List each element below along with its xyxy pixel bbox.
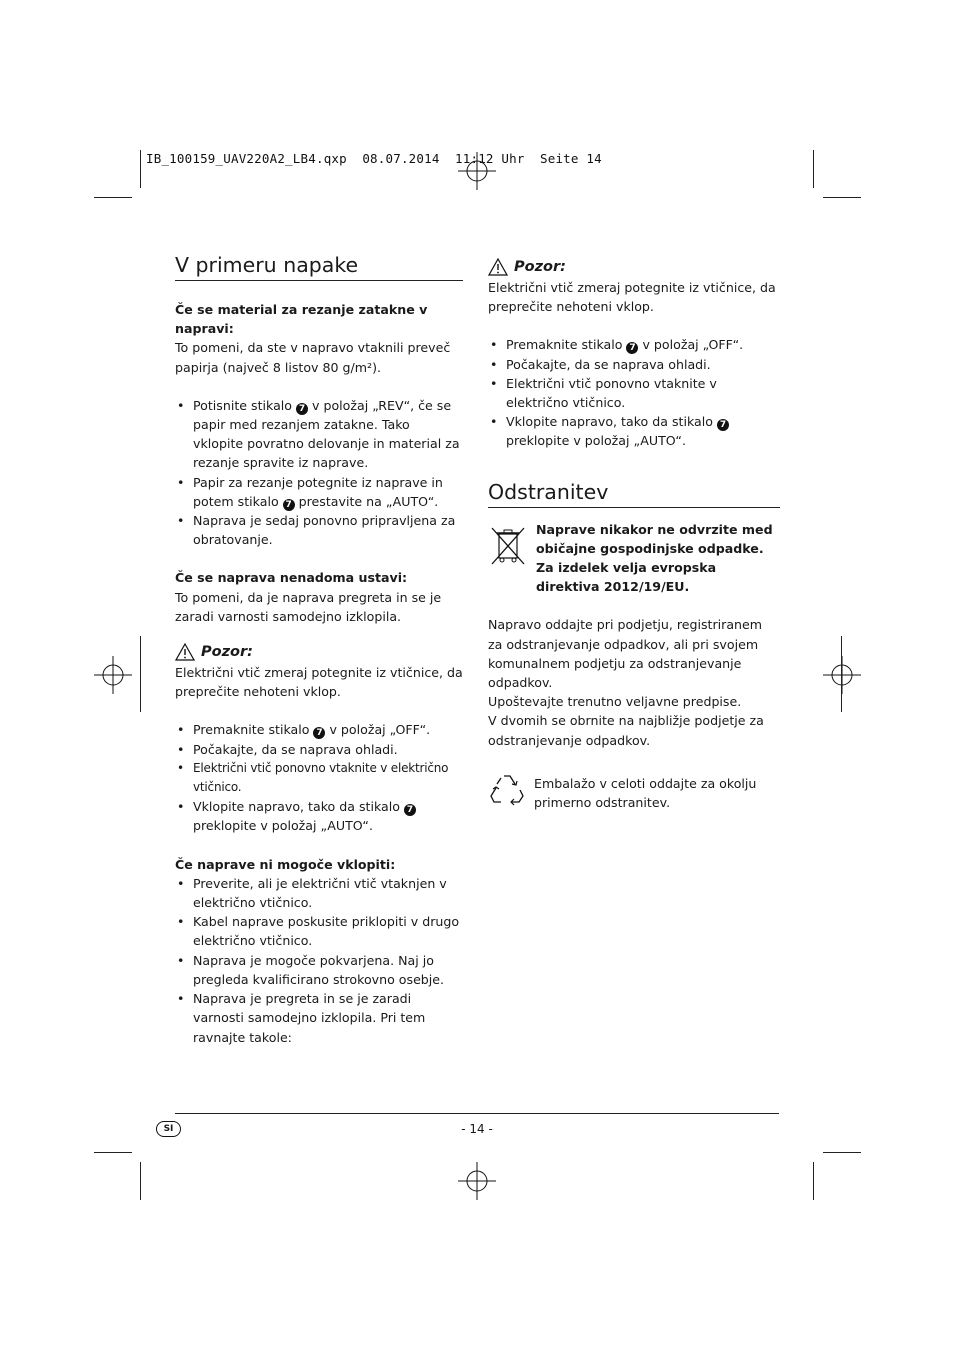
paragraph: To pomeni, da ste v napravo vtaknili preveč papirja (največ 8 listov 80 g/m²). xyxy=(175,340,451,375)
crop-mark xyxy=(140,150,141,188)
crop-mark xyxy=(823,197,861,198)
recycling-icon xyxy=(488,770,528,808)
paragraph: Električni vtič zmeraj potegnite iz vtičnice, da preprečite nehoteni vklop. xyxy=(488,280,776,315)
crossed-out-bin-icon xyxy=(488,524,528,568)
switch-number-badge: 7 xyxy=(717,419,729,431)
list-item: • Potisnite stikalo 7 v položaj „REV“, če se papir med rezanjem zatakne. Tako vklopite povratno delovanje in material za rezanje spravite iz naprave. xyxy=(175,396,463,473)
crop-mark xyxy=(813,150,814,188)
registration-mark-icon xyxy=(458,1162,496,1200)
list-item: • Vklopite napravo, tako da stikalo 7 preklopite v položaj „AUTO“. xyxy=(175,797,463,835)
subheading-cannot-switch-on: Če naprave ni mogoče vklopiti: xyxy=(175,856,396,872)
right-column xyxy=(488,256,780,812)
crop-mark xyxy=(841,636,842,712)
list-item: • Počakajte, da se naprava ohladi. xyxy=(175,740,463,759)
registration-mark-icon xyxy=(458,152,496,190)
crop-mark xyxy=(140,636,141,712)
crop-mark xyxy=(813,1162,814,1200)
list-item: • Premaknite stikalo 7 v položaj „OFF“. xyxy=(175,720,463,739)
crop-mark xyxy=(823,1152,861,1153)
switch-number-badge: 7 xyxy=(404,804,416,816)
switch-number-badge: 7 xyxy=(296,403,308,415)
list-item: • Naprava je mogoče pokvarjena. Naj jo pregleda kvalificirano strokovno osebje. xyxy=(175,951,463,989)
language-badge: SI xyxy=(156,1121,181,1137)
registration-mark-icon xyxy=(823,656,861,694)
page-number: - 14 - xyxy=(461,1122,493,1136)
left-column xyxy=(175,252,463,1047)
paragraph: Napravo oddajte pri podjetju, registriranem za odstranjevanje odpadkov, ali pri svojem komunalnem podjetju za odstranjevanje odpadkov. xyxy=(488,617,763,691)
bullet-list xyxy=(488,335,780,450)
list-item: • Električni vtič ponovno vtaknite v električno vtičnico. xyxy=(175,759,463,797)
list-item: • Kabel naprave poskusite priklopiti v drugo električno vtičnico. xyxy=(175,912,463,950)
section-title-disposal: Odstranitev xyxy=(488,479,780,508)
switch-number-badge: 7 xyxy=(283,499,295,511)
paragraph: Električni vtič zmeraj potegnite iz vtičnice, da preprečite nehoteni vklop. xyxy=(175,665,463,700)
registration-mark-icon xyxy=(94,656,132,694)
subheading-material-jam: Če se material za rezanje zatakne v napravi: xyxy=(175,302,428,337)
warning-heading: Pozor: xyxy=(175,641,463,663)
list-item: • Naprava je pregreta in se je zaradi varnosti samodejno izklopila. Pri tem ravnajte takole: xyxy=(175,989,463,1047)
section-title-troubleshooting: V primeru napake xyxy=(175,252,463,281)
paragraph: V dvomih se obrnite na najbližje podjetje za odstranjevanje odpadkov. xyxy=(488,713,764,748)
warning-heading: Pozor: xyxy=(488,256,780,278)
recycling-notice xyxy=(488,770,780,812)
list-item: • Počakajte, da se naprava ohladi. xyxy=(488,355,780,374)
list-item: • Vklopite napravo, tako da stikalo 7 preklopite v položaj „AUTO“. xyxy=(488,412,780,450)
weee-notice xyxy=(488,520,780,597)
weee-warning-text: Naprave nikakor ne odvrzite med običajne gospodinjske odpadke. Za izdelek velja evropska direktiva 2012/19/EU. xyxy=(536,521,773,595)
switch-number-badge: 7 xyxy=(313,727,325,739)
crop-mark xyxy=(140,1162,141,1200)
crop-mark xyxy=(94,197,132,198)
subheading-sudden-stop: Če se naprava nenadoma ustavi: xyxy=(175,570,408,586)
list-item: • Preverite, ali je električni vtič vtaknjen v električno vtičnico. xyxy=(175,874,463,912)
bullet-list xyxy=(175,874,463,1047)
warning-triangle-icon xyxy=(488,258,508,276)
bullet-list xyxy=(175,396,463,550)
file-header: IB_100159_UAV220A2_LB4.qxp 08.07.2014 11:12 Uhr Seite 14 xyxy=(146,151,602,166)
paragraph: Upoštevajte trenutno veljavne predpise. xyxy=(488,694,742,710)
list-item: • Električni vtič ponovno vtaknite v električno vtičnico. xyxy=(488,374,780,412)
list-item: • Naprava je sedaj ponovno pripravljena za obratovanje. xyxy=(175,511,463,549)
footer-rule xyxy=(175,1113,779,1114)
list-item: • Premaknite stikalo 7 v položaj „OFF“. xyxy=(488,335,780,354)
list-item: • Papir za rezanje potegnite iz naprave in potem stikalo 7 prestavite na „AUTO“. xyxy=(175,473,463,511)
crop-mark xyxy=(94,1152,132,1153)
paragraph: To pomeni, da je naprava pregreta in se je zaradi varnosti samodejno izklopila. xyxy=(175,589,442,624)
warning-triangle-icon xyxy=(175,643,195,661)
bullet-list xyxy=(175,720,463,835)
recycling-text: Embalažo v celoti oddajte za okolju primerno odstranitev. xyxy=(534,775,757,811)
switch-number-badge: 7 xyxy=(626,342,638,354)
